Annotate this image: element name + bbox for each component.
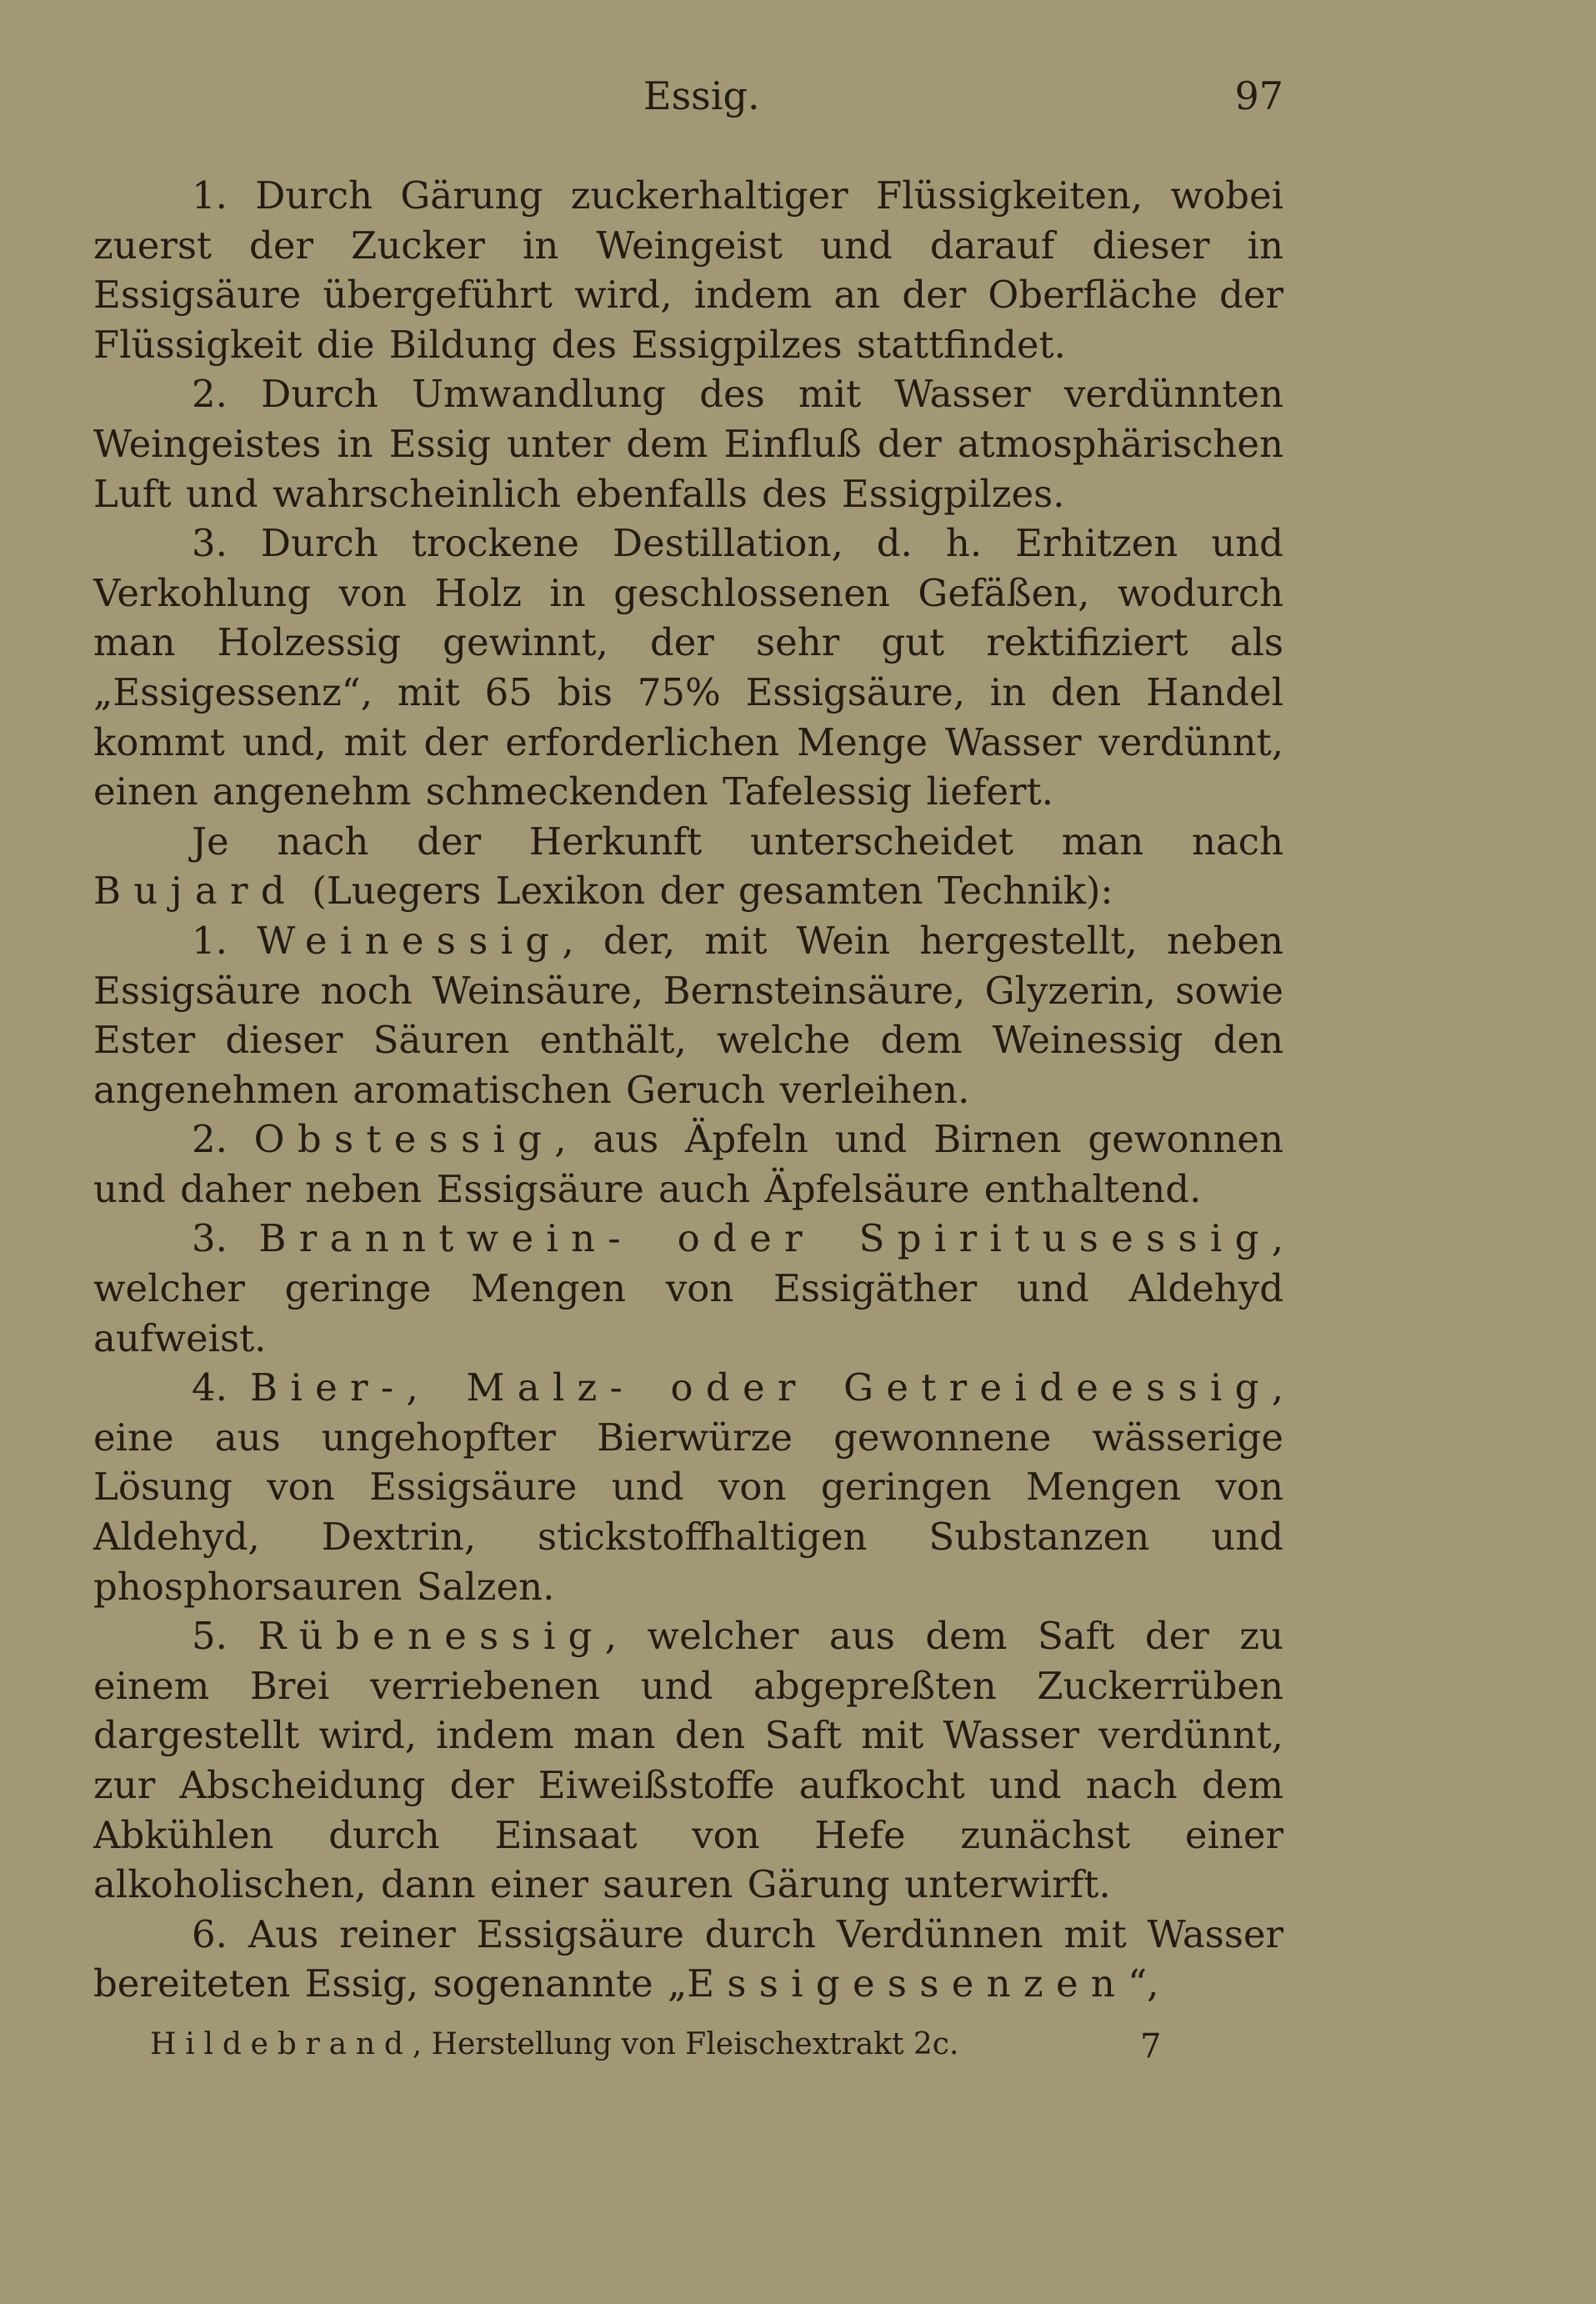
text-run: 1. Durch Gärung zuckerhaltiger Flüssigkeiten, wobei zuerst der Zucker in Weingeist und darauf dieser in Essigsäure übergeführt wird, indem an der Oberfläche der Flüssigkeit die Bildung des Essigpilzes stattfindet.: [93, 173, 1283, 367]
paragraph: [93, 1214, 1283, 1363]
emphasized-term: Essigessenzen: [687, 1961, 1128, 2006]
text-run: 6. Aus reiner Essigsäure durch Verdünnen mit Wasser bereiteten Essig, sogenannte „: [93, 1911, 1283, 2006]
text-run: 5.: [192, 1614, 258, 1659]
paragraph: [93, 518, 1283, 817]
paragraph: [93, 369, 1283, 518]
signature-mark: 7: [1140, 2027, 1162, 2066]
text-run: 3.: [192, 1216, 259, 1261]
emphasized-term: Obstessig: [253, 1117, 555, 1162]
text-run: , welcher aus dem Saft der zu einem Brei verriebenen und abgepreßten Zuckerrüben dargestellt wird, indem man den Saft mit Wasser verdünnt, zur Abscheidung der Eiweißstoffe aufkocht und nach dem Abkühlen durch Einsaat von Hefe zunächst einer alkoholischen, dann einer sauren Gärung unterwirft.: [93, 1614, 1283, 1907]
text-run: 3. Durch trockene Destillation, d. h. Erhitzen und Verkohlung von Holz in geschlossenen Gefäßen, wodurch man Holzessig gewinnt, der sehr gut rektifiziert als „Essigessenz“, mit 65 bis 75% Essigsäure, in den Handel kommt und, mit der erforderlichen Menge Wasser verdünnt, einen angenehm schmeckenden Tafelessig liefert.: [93, 521, 1283, 814]
footer-title: , Herstellung von Fleischextrakt 2c.: [412, 2027, 959, 2061]
body-text: [93, 171, 1283, 2009]
emphasized-term: Branntwein- oder Spiritusessig: [258, 1216, 1272, 1261]
emphasized-term: Bujard: [93, 869, 298, 914]
paragraph: [93, 817, 1283, 916]
footer-author: Hildebrand: [150, 2027, 413, 2061]
text-run: , aus Äpfeln und Birnen gewonnen und daher neben Essigsäure auch Äpfelsäure enthaltend.: [93, 1117, 1283, 1211]
text-run: , welcher geringe Mengen von Essigäther und Aldehyd aufweist.: [93, 1216, 1283, 1360]
paragraph: [93, 1114, 1283, 1214]
paragraph: [93, 1363, 1283, 1611]
text-run: 2. Durch Umwandlung des mit Wasser verdünnten Weingeistes in Essig unter dem Einfluß der atmosphärischen Luft und wahrscheinlich ebenfalls des Essigpilzes.: [93, 372, 1283, 516]
paragraph: [93, 916, 1283, 1114]
text-run: , eine aus ungehopfter Bierwürze gewonnene wässerige Lösung von Essigsäure und von geringen Mengen von Aldehyd, Dextrin, stickstoffhaltigen Substanzen und phosphorsauren Salzen.: [93, 1365, 1283, 1609]
text-run: 4.: [192, 1365, 251, 1410]
paragraph: [93, 1910, 1283, 2009]
text-run: Je nach der Herkunft unterscheidet man nach: [192, 819, 1283, 864]
text-run: 1.: [192, 918, 258, 963]
emphasized-term: Rübenessig: [258, 1614, 605, 1659]
text-run: (Luegers Lexikon der gesamten Technik):: [297, 869, 1113, 914]
text-run: “,: [1128, 1961, 1159, 2006]
emphasized-term: Weinessig: [257, 918, 563, 963]
page-header: [93, 73, 1283, 127]
emphasized-term: Bier-, Malz- oder Getreideessig: [250, 1365, 1272, 1410]
paragraph: [93, 171, 1283, 369]
page-number: 97: [1234, 73, 1283, 118]
page-footer: [150, 2027, 1192, 2077]
text-run: 2.: [192, 1117, 254, 1162]
running-title: Essig.: [643, 73, 760, 118]
paragraph: [93, 1611, 1283, 1910]
text-run: , der, mit Wein hergestellt, neben Essigsäure noch Weinsäure, Bernsteinsäure, Glyzerin, sowie Ester dieser Säuren enthält, welche dem Weinessig den angenehmen aromatischen Geruch verleihen.: [93, 918, 1283, 1112]
